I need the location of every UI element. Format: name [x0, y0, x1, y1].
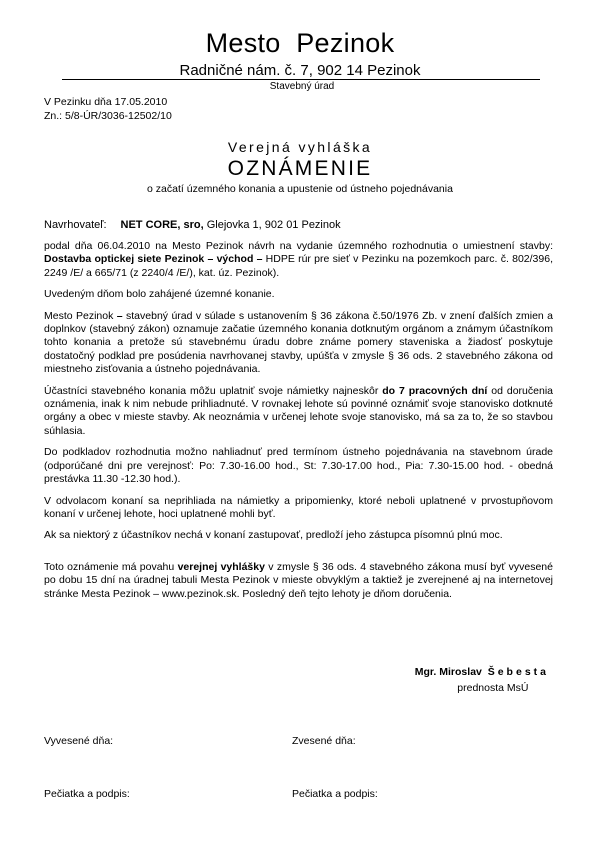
paragraph-objections — [44, 385, 553, 439]
public-notice-term: verejnej vyhlášky — [177, 560, 265, 573]
stamp-signature-right: Pečiatka a podpis: — [292, 788, 378, 800]
text-run: Účastníci stavebného konania môžu uplatniť svoje námietky najneskôr — [44, 384, 383, 397]
signatory-name — [415, 664, 549, 680]
announcement-subtitle: o začatí územného konania a upustenie od ústneho pojednávania — [147, 183, 453, 195]
paragraph-representation: Ak sa niektorý z účastníkov nechá v konaní zastupovať, predloží jeho zástupca písomnú plnú moc. — [44, 529, 503, 542]
notice-body — [44, 240, 553, 609]
signatory-role: prednosta MsÚ — [457, 682, 529, 694]
paragraph-office-hours: Do podkladov rozhodnutia možno nahliadnuť pred termínom ústneho pojednávania na stavebnom úrade (odporúčané dni pre verejnosť: Po: 7.30-16.00 hod., St: 7.30-17.00 hod., Pia: 7.30-15.00 hod. - obedná prestávka 11.30 -12.30 hod.). — [44, 446, 553, 486]
signature-block — [415, 664, 549, 696]
text-run: podal dňa 06.04.2010 na Mesto Pezinok návrh na vydanie územného rozhodnutia o umiestnení stavby: — [44, 240, 553, 252]
paragraph-appeal: V odvolacom konaní sa neprihliada na námietky a pripomienky, ktoré neboli uplatnené v prvostupňovom konaní v určenej lehote, hoci uplatnené mohli byť. — [44, 494, 553, 520]
signatory-surname: Šebesta — [487, 666, 549, 678]
text-run: od doručenia oznámenia, inak k nim nebude prihliadnuté. V rovnakej lehote sú povinné oznámiť svoje stanovisko dotknuté orgány a obec v mieste stavby. Ak neoznámia v určenej lehote svoje stanovisko, má sa za to, že so stavbou súhlasia. — [44, 384, 553, 437]
municipality-title: Mesto Pezinok — [205, 28, 395, 58]
announcement-heading: OZNÁMENIE — [227, 157, 373, 180]
posted-date-label: Vyvesené dňa: — [44, 735, 114, 747]
project-name: Dostavba optickej siete Pezinok – východ – — [44, 253, 263, 266]
stamp-signature-left: Pečiatka a podpis: — [44, 788, 130, 800]
paragraph-application — [44, 240, 553, 280]
text-run: Toto oznámenie má povahu — [44, 560, 178, 573]
text-dash: – — [116, 309, 123, 322]
deadline: do 7 pracovných dní — [382, 384, 488, 397]
document-meta — [44, 95, 172, 123]
paragraph-publication — [44, 561, 553, 601]
text-run: Mesto Pezinok — [44, 309, 117, 322]
applicant-address: Glejovka 1, 902 01 Pezinok — [203, 219, 341, 231]
paragraph-start: Uvedeným dňom bolo zahájené územné konanie. — [44, 288, 275, 301]
text-run: v zmysle § 36 ods. 4 stavebného zákona musí byť vyvesené po dobu 15 dní na úradnej tabuli Mesta Pezinok v mieste obvyklým a taktiež je zverejnené aj na internetovej stránke Mesta Pezinok – www.pezinok.sk. Posledný deň tejto lehoty je dňom doručenia. — [44, 560, 553, 600]
applicant-label: Navrhovateľ: — [44, 219, 107, 231]
reference-number: Zn.: 5/8-ÚR/3036-12502/10 — [44, 110, 172, 122]
applicant-line — [44, 219, 341, 231]
text-run: HDPE rúr pre sieť v Pezinku na pozemkoch parc. č. 802/396, 2249 /E/ a 665/71 (z 2240/4 /E/), kat. úz. Pezinok). — [44, 253, 553, 279]
date-line: V Pezinku dňa 17.05.2010 — [44, 96, 168, 108]
text-run: stavebný úrad v súlade s ustanovením § 36 zákona č.50/1976 Zb. v znení ďalších zmien a doplnkov (stavebný zákon) oznamuje začatie územného konania dotknutým orgánom a známym účastníkom tohto konania a pretože sú stavebnému úradu dobre známe pomery staveniska a žiadosť poskytuje dostatočný podklad pre posúdenia navrhovanej stavby, upúšťa v zmysle § 36 ods. 2 stavebného zákona od miestneho zisťovania a ústneho pojednávania. — [44, 309, 553, 376]
public-notice-heading: Verejná vyhláška — [227, 139, 373, 155]
municipality-address: Radničné nám. č. 7, 902 14 Pezinok — [179, 62, 421, 79]
office-name: Stavebný úrad — [269, 81, 335, 92]
header-divider — [62, 79, 540, 80]
applicant-name: NET CORE, sro, — [120, 219, 204, 231]
removed-date-label: Zvesené dňa: — [292, 735, 356, 747]
paragraph-procedure — [44, 310, 553, 377]
signatory-first-name: Mgr. Miroslav — [414, 666, 482, 678]
